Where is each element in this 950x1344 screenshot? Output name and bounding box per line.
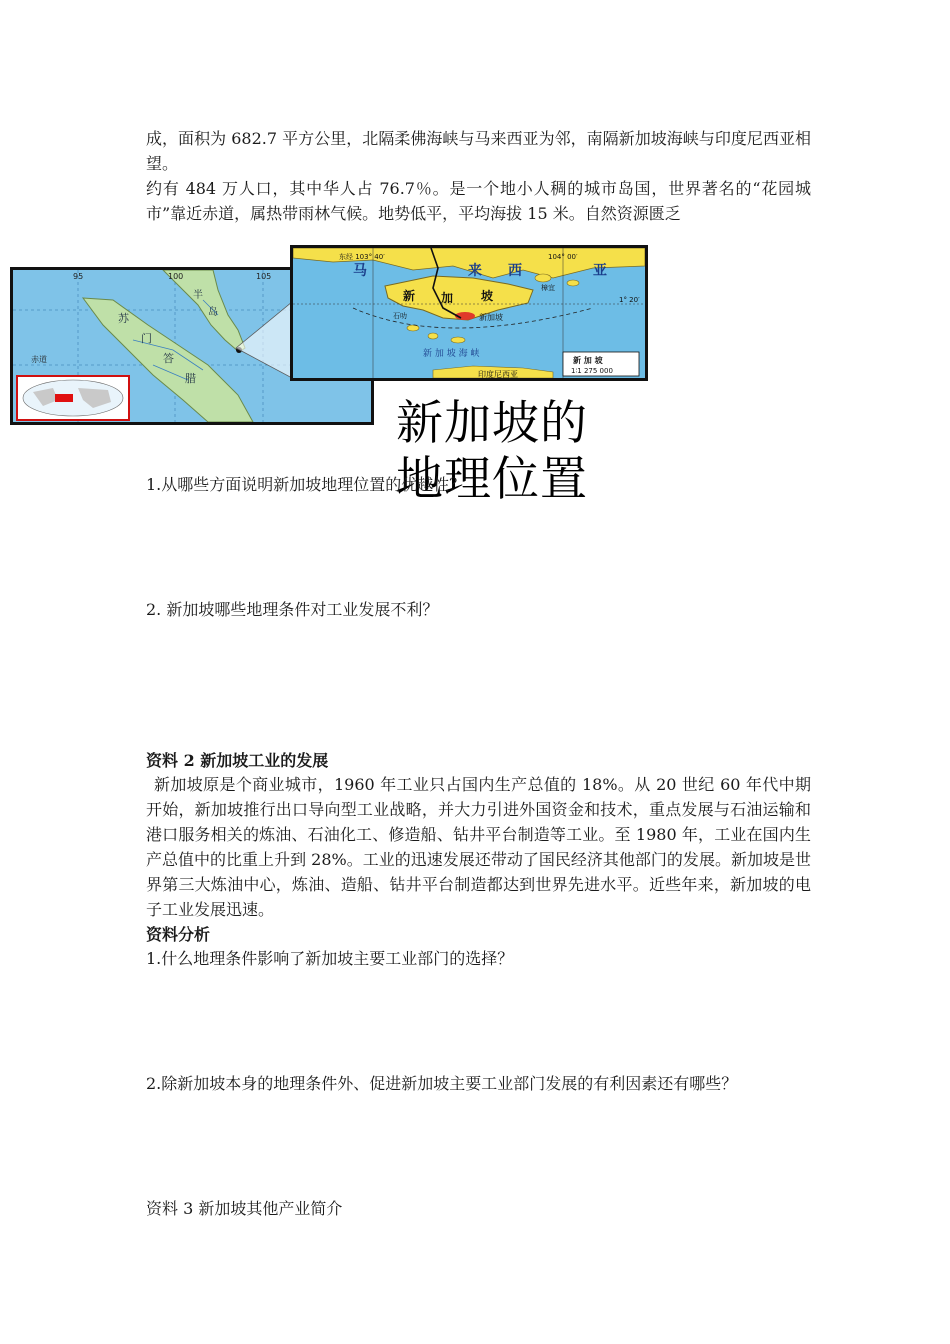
lon-label-95: 95 <box>73 272 84 281</box>
intro-paragraph-1: 成，面积为 682.7 平方公里，北隔柔佛海峡与马来西亚为邻，南隔新加坡海峡与印度尼西亚相望。 <box>146 129 811 173</box>
land-label-4: 门 <box>141 332 152 345</box>
equator-label: 赤道 <box>31 355 47 364</box>
legend-scale: 1∶1 275 000 <box>571 367 613 375</box>
land-label-5: 答 <box>163 352 174 365</box>
intro-paragraph-2: 约有 484 万人口，其中华人占 76.7％。是一个地小人稠的城市岛国，世界著名的“花园城市”靠近赤道，属热带雨林气候。地势低平，平均海拔 15 米。自然资源匮乏 <box>146 179 811 223</box>
land-label-3: 苏 <box>118 312 129 325</box>
country-top-char-1: 马 <box>353 263 367 279</box>
map-singapore-detail <box>290 245 648 381</box>
lon-label-west: 东经 103° 40′ <box>339 253 385 261</box>
land-label-6: 腊 <box>185 372 196 385</box>
map-legend <box>563 352 639 376</box>
lon-label-east: 104° 00′ <box>548 253 578 261</box>
analysis-heading: 资料分析 <box>146 925 211 944</box>
country-bottom-label: 印度尼西亚 <box>478 370 518 378</box>
question-location: 1.从哪些方面说明新加坡地理位置的优越性？ <box>146 475 466 494</box>
analysis-question-1: 1.什么地理条件影响了新加坡主要工业部门的选择？ <box>146 949 514 968</box>
country-top-char-4: 亚 <box>593 263 607 279</box>
analysis-question-2: 2.除新加坡本身的地理条件外、促进新加坡主要工业部门发展的有利因素还有哪些？ <box>146 1074 738 1093</box>
lat-label: 1° 20′ <box>619 296 640 304</box>
map-title: 新加坡的 地理位置 <box>396 396 588 507</box>
lon-label-100: 100 <box>168 272 184 281</box>
map-singapore-detail-graphic <box>293 248 645 378</box>
land-label-2: 岛 <box>208 307 218 318</box>
place-label-west: 石叻 <box>393 312 407 320</box>
city-label: 新加坡 <box>479 313 503 322</box>
island-char-3: 坡 <box>481 289 494 303</box>
material2-body: 新加坡原是个商业城市，1960 年工业只占国内生产总值的 18%。从 20 世纪 60 年代中期开始，新加坡推行出口导向型工业战略，并大力引进外国资金和技术，重点发展与石油运输和港口服务相关的炼油、石油化工、修造船、钻井平台制造等工业。至 1980 年，工业在国内生产总值中的比重上升到 28%。工业的迅速发展还带动了国民经济其他部门的发展。新加坡是世界第三大炼油中心，炼油、造船、钻井平台制造都达到世界先进水平。近些年来，新加坡的电子工业发展迅速。 <box>146 775 811 919</box>
question-unfavorable: 2. 新加坡哪些地理条件对工业发展不利？ <box>146 600 439 619</box>
material2-heading: 资料 2 新加坡工业的发展 <box>146 751 329 770</box>
land-label-1: 半 <box>193 290 203 301</box>
island-char-1: 新 <box>403 289 416 303</box>
island-char-2: 加 <box>441 291 454 305</box>
strait-label: 新 加 坡 海 峡 <box>423 349 480 359</box>
material3-heading: 资料 3 新加坡其他产业简介 <box>146 1199 343 1218</box>
country-top-char-2: 来 <box>468 263 482 279</box>
place-label-east: 樟宜 <box>541 284 555 292</box>
lon-label-105: 105 <box>256 272 272 281</box>
country-top-char-3: 西 <box>508 263 522 279</box>
legend-title: 新 加 坡 <box>573 356 603 365</box>
